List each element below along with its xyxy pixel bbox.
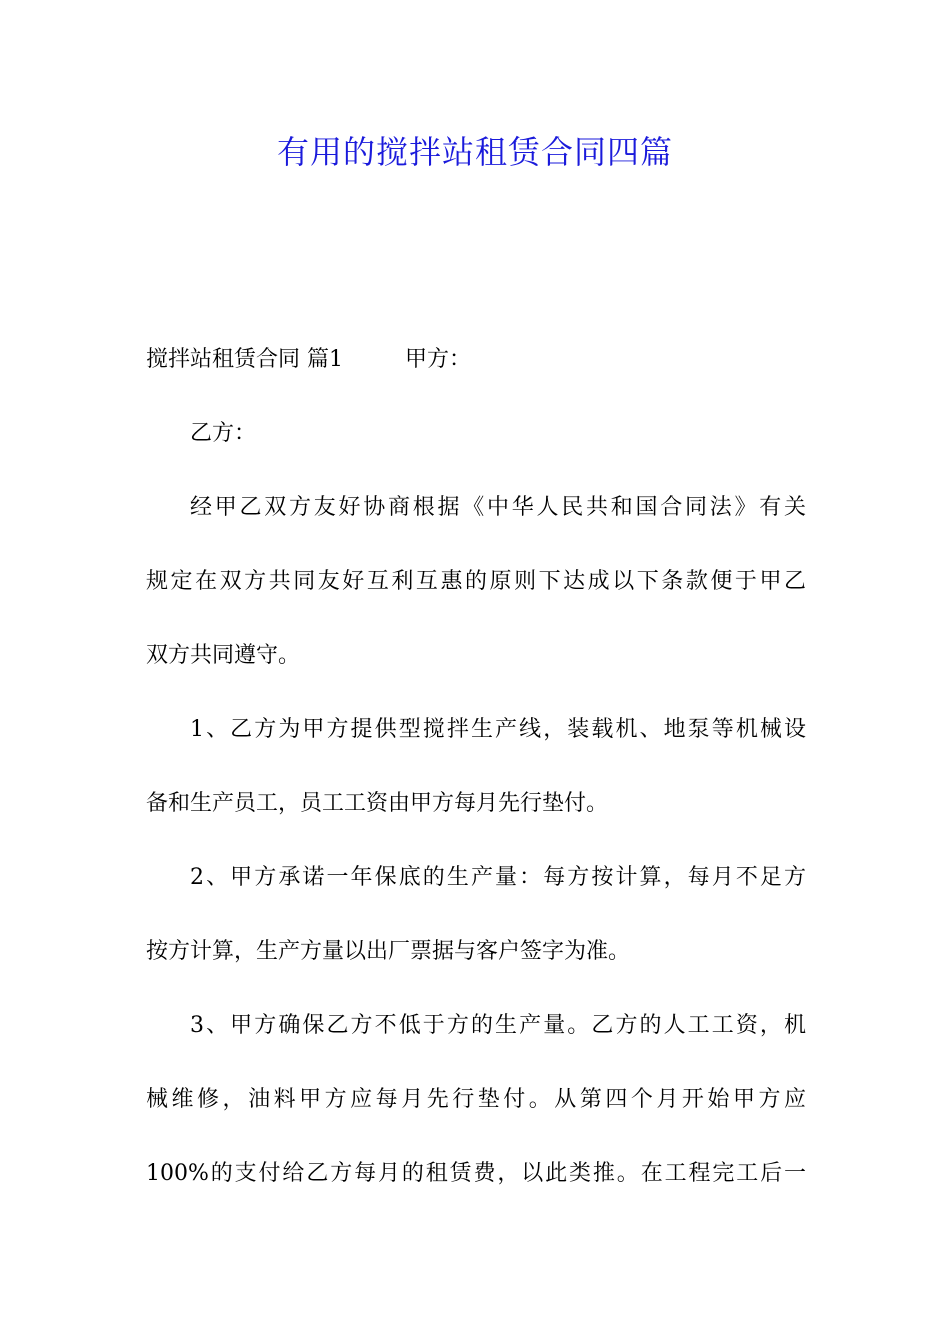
- paragraph-line: 械维修，油料甲方应每月先行垫付。从第四个月开始甲方应: [146, 1087, 806, 1112]
- paragraph-line: 经甲乙双方友好协商根据《中华人民共和国合同法》有关: [190, 495, 806, 520]
- paragraph-line: 2、甲方承诺一年保底的生产量：每方按计算，每月不足方: [190, 865, 806, 890]
- section-heading-line: [146, 340, 806, 414]
- document-title: 有用的搅拌站租赁合同四篇: [276, 133, 673, 171]
- party-a-label: 甲方：: [405, 347, 472, 372]
- paragraph-line: 双方共同遵守。: [146, 643, 301, 668]
- party-b-label: 乙方：: [190, 421, 257, 446]
- paragraph-line: 1、乙方为甲方提供型搅拌生产线，装载机、地泵等机械设: [190, 717, 806, 742]
- paragraph-line: 规定在双方共同友好互利互惠的原则下达成以下条款便于甲乙: [146, 569, 806, 594]
- paragraph-line: 按方计算，生产方量以出厂票据与客户签字为准。: [146, 939, 631, 964]
- paragraph-line: 备和生产员工，员工工资由甲方每月先行垫付。: [146, 791, 609, 816]
- party-b-line: [146, 414, 806, 488]
- paragraph-line: 3、甲方确保乙方不低于方的生产量。乙方的人工工资，机: [190, 1013, 806, 1038]
- paragraph-line: 100%的支付给乙方每月的租赁费，以此类推。在工程完工后一: [146, 1161, 806, 1186]
- section-heading: 搅拌站租赁合同 篇1: [146, 347, 343, 372]
- document-body: [146, 340, 806, 1228]
